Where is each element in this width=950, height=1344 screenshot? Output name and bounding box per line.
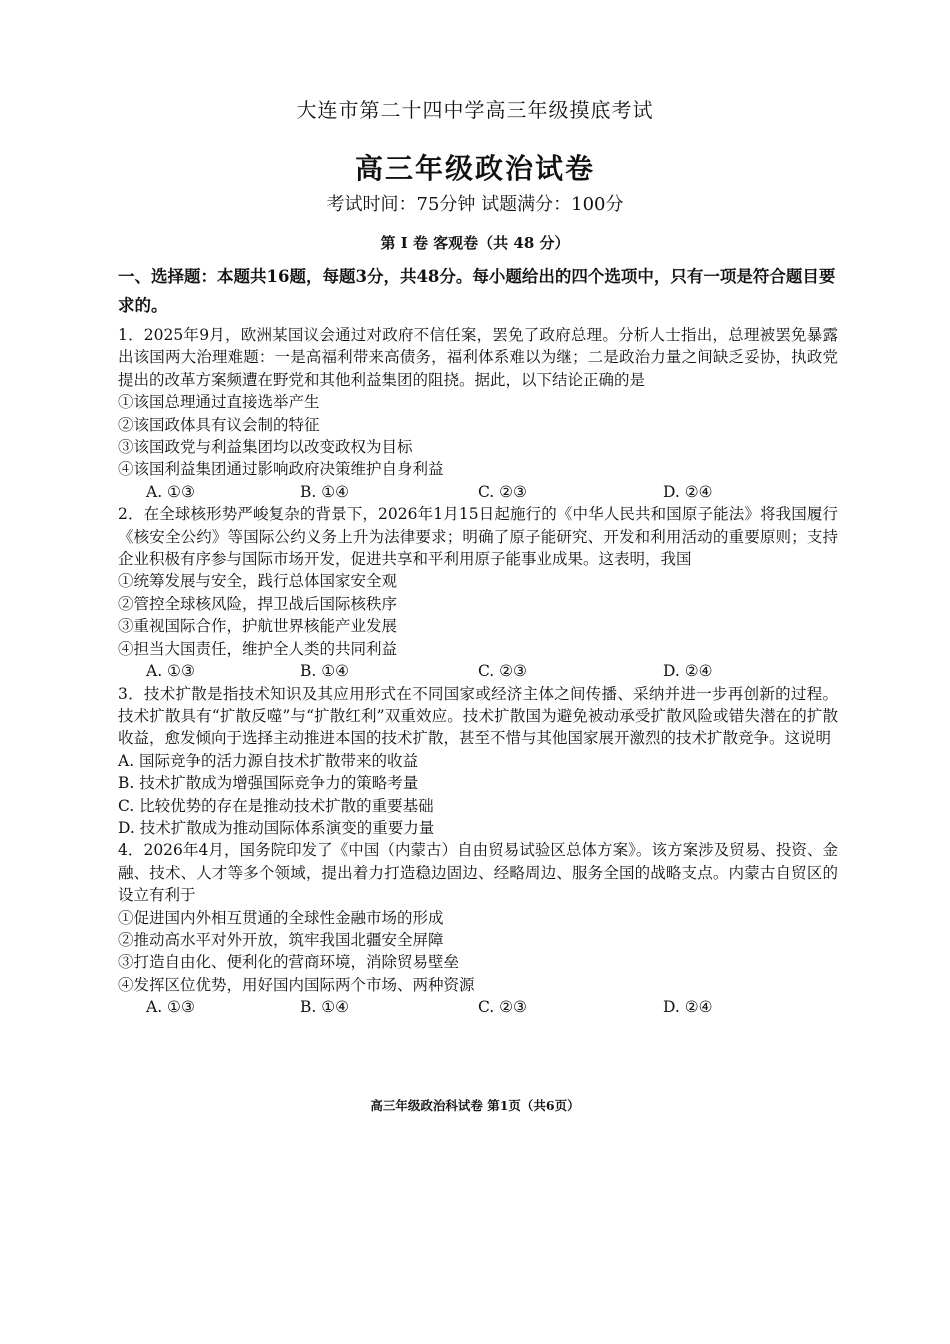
question-3: [118, 683, 838, 840]
choice-d: D. ②④: [663, 662, 713, 681]
statement-option: ①该国总理通过直接选举产生: [118, 393, 320, 412]
statement-option: ③重视国际合作，护航世界核能产业发展: [118, 617, 398, 636]
volume-header: 第 I 卷 客观卷（共 48 分）: [380, 234, 570, 252]
section-instruction: 一、选择题：本题共16题，每题3分，共48分。每小题给出的四个选项中，只有一项是符合题目要求的。: [118, 267, 836, 315]
statement-option: ②推动高水平对外开放，筑牢我国北疆安全屏障: [118, 930, 444, 949]
statement-option: ①促进国内外相互贯通的全球性金融市场的形成: [118, 908, 444, 927]
choice-c: C. ②③: [478, 482, 527, 501]
choice-d: D. ②④: [663, 998, 713, 1017]
choice-b: B. ①④: [300, 662, 350, 681]
answer-choices: [118, 481, 838, 503]
question-1: [118, 324, 838, 503]
question-stem: 2．在全球核形势严峻复杂的背景下，2026年1月15日起施行的《中华人民共和国原子能法》将我国履行《核安全公约》等国际公约义务上升为法律要求；明确了原子能研究、开发和利用活动的重要原则；支持企业积极有序参与国际市场开发，促进共享和平利用原子能事业成果。这表明，我国: [118, 505, 838, 569]
paper-title: 高三年级政治试卷: [354, 152, 595, 185]
answer-option-a: A. 国际竞争的活力源自技术扩散带来的收益: [118, 751, 419, 770]
statement-option: ④担当大国责任，维护全人类的共同利益: [118, 639, 398, 658]
question-stem: 3．技术扩散是指技术知识及其应用形式在不同国家或经济主体之间传播、采纳并进一步再创新的过程。技术扩散具有“扩散反噬”与“扩散红利”双重效应。技术扩散国为避免被动承受扩散风险或错失潜在的扩散收益，愈发倾向于选择主动推进本国的技术扩散，甚至不惜与其他国家展开激烈的技术扩散竞争。这说明: [118, 684, 838, 748]
choice-c: C. ②③: [478, 662, 527, 681]
statement-option: ②管控全球核风险，捍卫战后国际核秩序: [118, 594, 398, 613]
answer-choices: [118, 996, 838, 1018]
answer-choices: [118, 660, 838, 682]
choice-c: C. ②③: [478, 998, 527, 1017]
statement-option: ④该国利益集团通过影响政府决策维护自身利益: [118, 460, 444, 479]
exam-content: [118, 262, 838, 1019]
statement-option: ③打造自由化、便利化的营商环境，消除贸易壁垒: [118, 953, 460, 972]
choice-d: D. ②④: [663, 482, 713, 501]
question-4: [118, 839, 838, 1018]
choice-a: A. ①③: [146, 662, 195, 681]
choice-b: B. ①④: [300, 998, 350, 1017]
answer-option-c: C. 比较优势的存在是推动技术扩散的重要基础: [118, 796, 434, 815]
question-stem: 1．2025年9月，欧洲某国议会通过对政府不信任案，罢免了政府总理。分析人士指出，总理被罢免暴露出该国两大治理难题：一是高福利带来高债务，福利体系难以为继；二是政治力量之间缺乏妥协，执政党提出的改革方案频遭在野党和其他利益集团的阻挠。据此，以下结论正确的是: [118, 326, 838, 389]
statement-option: ③该国政党与利益集团均以改变政权为目标: [118, 438, 413, 457]
choice-a: A. ①③: [146, 998, 195, 1017]
question-2: [118, 503, 838, 682]
choice-b: B. ①④: [300, 482, 350, 501]
page-footer: 高三年级政治科试卷 第1页（共6页）: [370, 1098, 580, 1113]
statement-option: ②该国政体具有议会制的特征: [118, 415, 320, 434]
answer-option-b: B. 技术扩散成为增强国际竞争力的策略考量: [118, 774, 419, 793]
statement-option: ①统筹发展与安全，践行总体国家安全观: [118, 572, 398, 591]
exam-info: 考试时间：75分钟 试题满分：100分: [326, 194, 624, 215]
answer-option-d: D. 技术扩散成为推动国际体系演变的重要力量: [118, 818, 435, 837]
question-stem: 4．2026年4月，国务院印发了《中国（内蒙古）自由贸易试验区总体方案》。该方案涉及贸易、投资、金融、技术、人才等多个领域，提出着力打造稳边固边、经略周边、服务全国的战略支点。内蒙古自贸区的设立有利于: [118, 841, 838, 905]
statement-option: ④发挥区位优势，用好国内国际两个市场、两种资源: [118, 975, 475, 994]
choice-a: A. ①③: [146, 482, 195, 501]
school-title: 大连市第二十四中学高三年级摸底考试: [296, 98, 654, 122]
